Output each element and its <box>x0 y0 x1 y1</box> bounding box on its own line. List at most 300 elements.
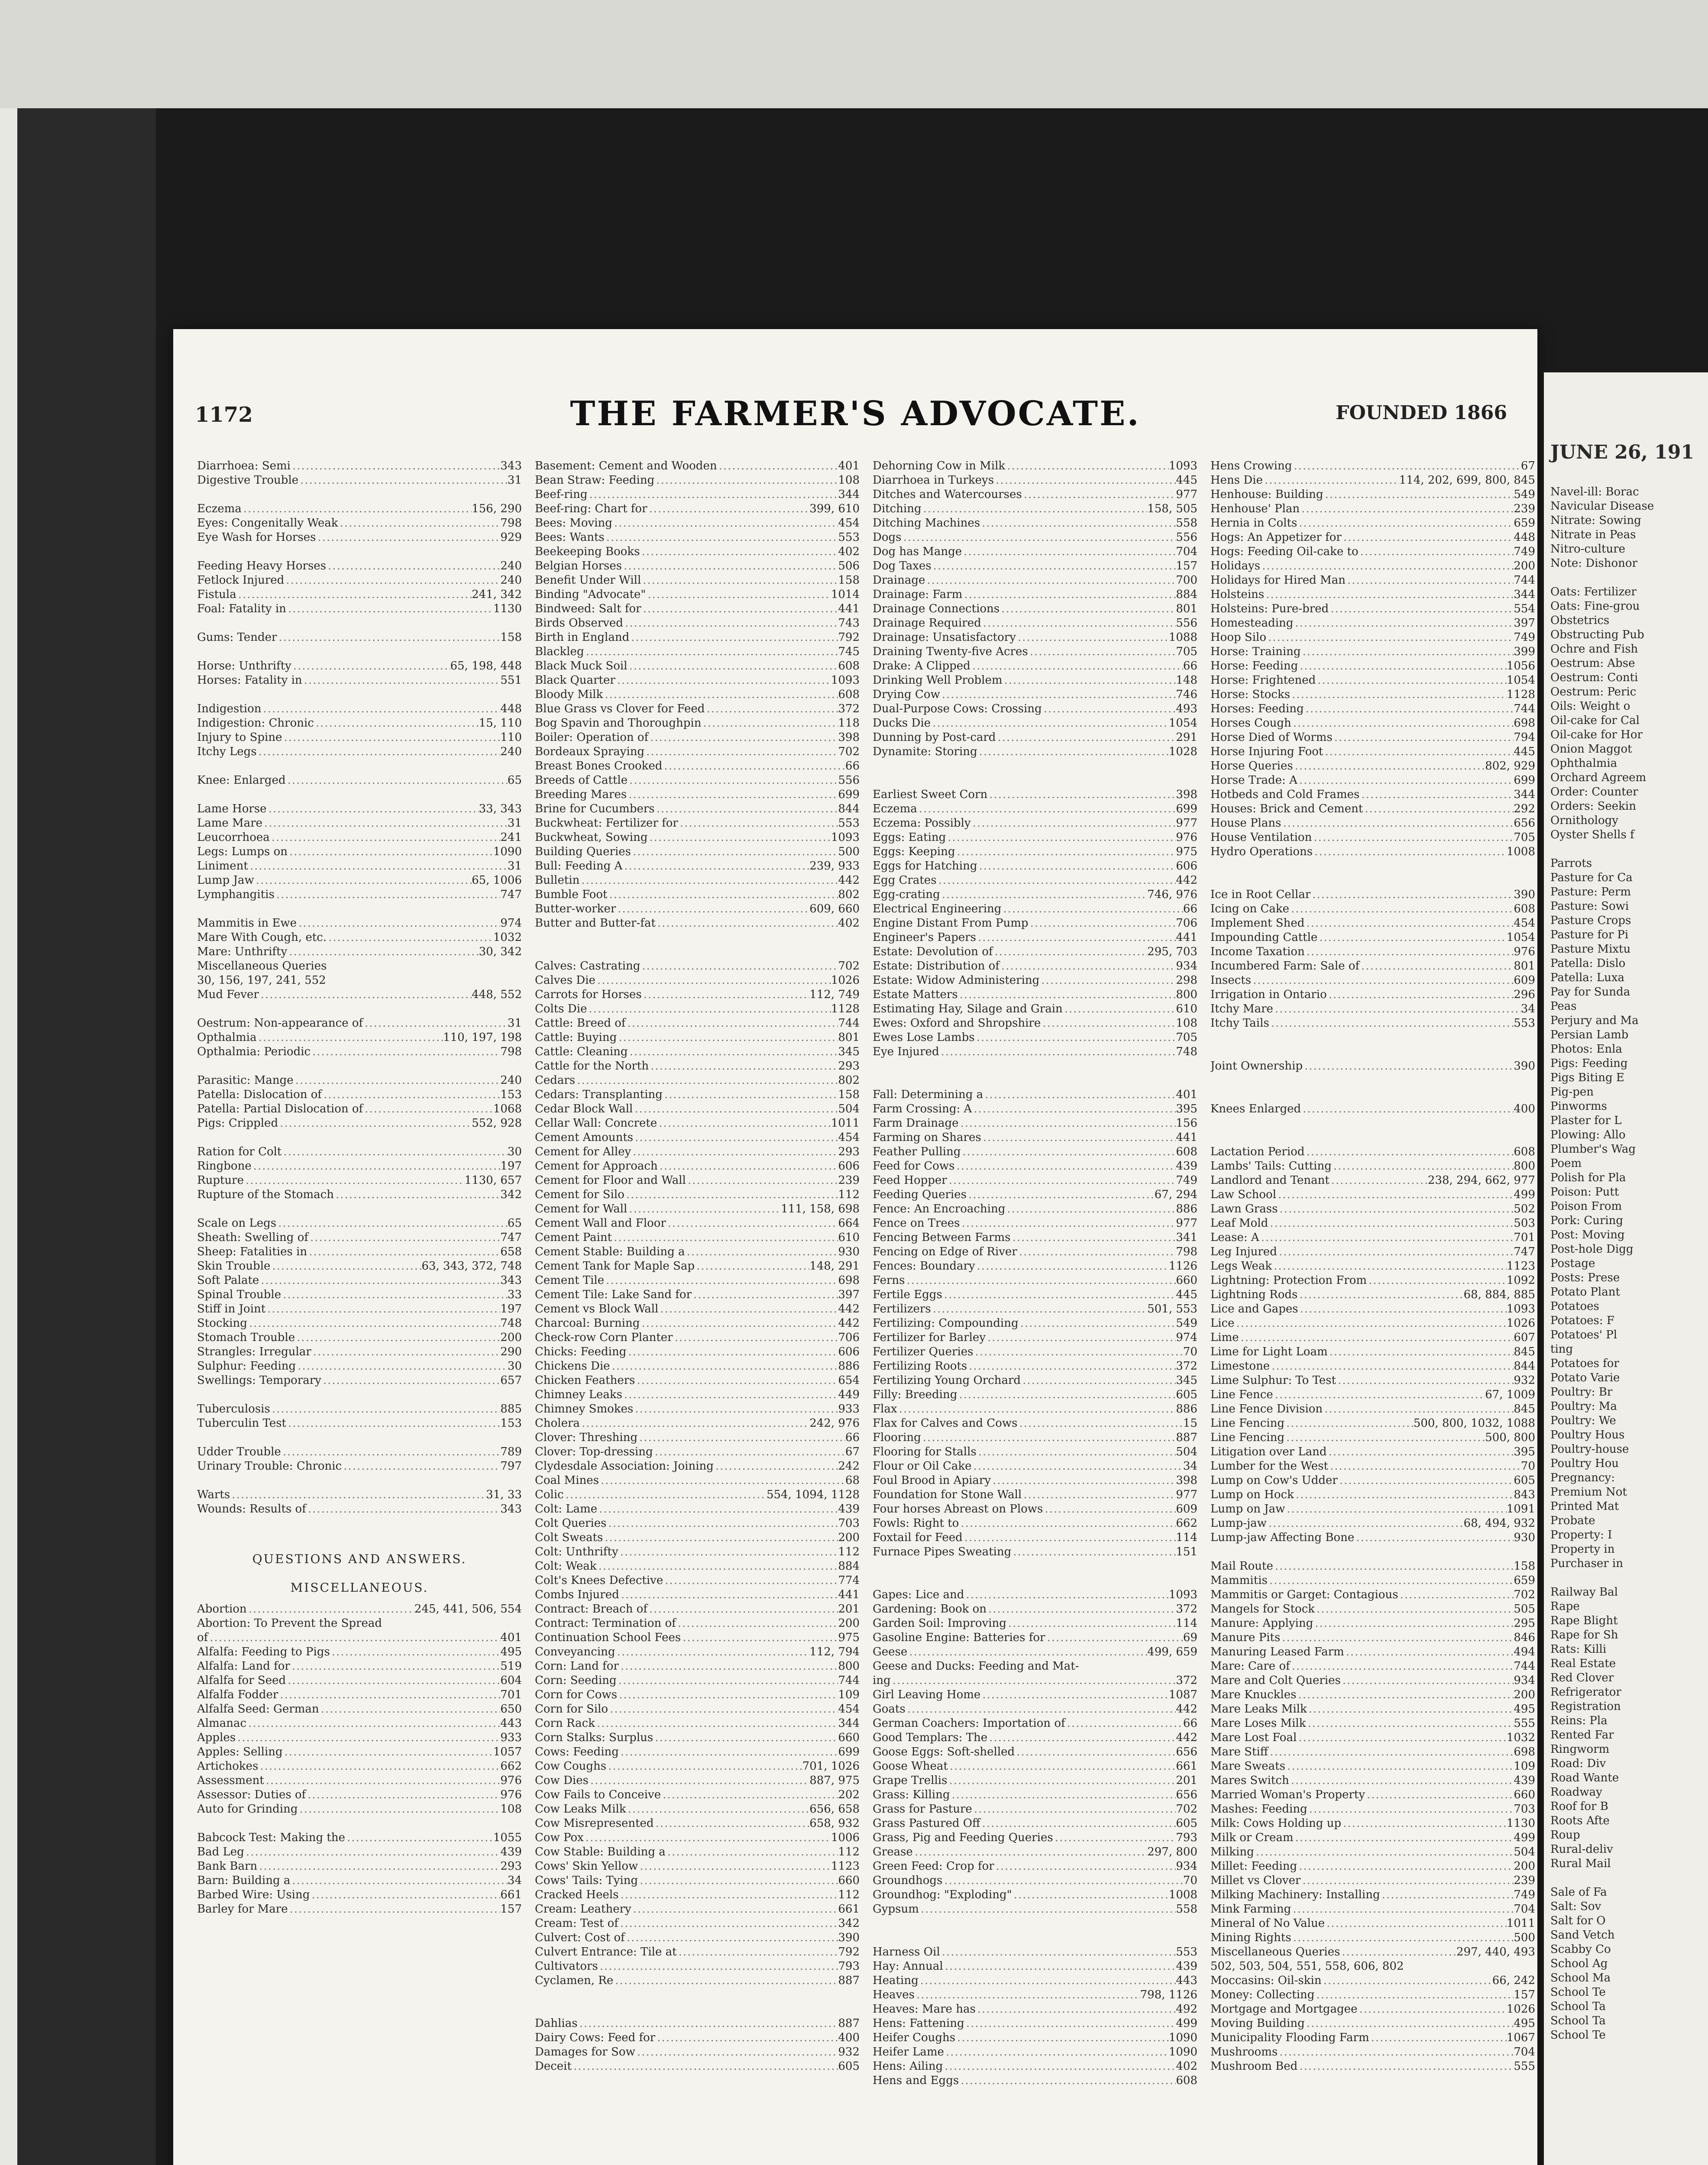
dot-leader <box>676 1616 838 1631</box>
entry-subject: Bloody Milk <box>535 688 603 701</box>
entry-page-refs: 802 <box>838 888 860 901</box>
index-entry <box>535 959 860 973</box>
index-entry <box>197 1173 522 1188</box>
index-entry <box>1210 759 1535 773</box>
entry-page-refs: 114 <box>1176 1617 1197 1630</box>
entry-subject: Eggs: Eating <box>873 831 946 844</box>
entry-subject: Corn for Cows <box>535 1688 618 1701</box>
index-entry <box>1210 1216 1535 1231</box>
dot-leader <box>931 716 1169 730</box>
entry-subject: Parasitic: Mange <box>197 1074 294 1087</box>
index-entry <box>1210 973 1535 988</box>
entry-subject: Engine Distant From Pump <box>873 917 1029 930</box>
entry-page-refs: 70 <box>1520 1460 1535 1473</box>
entry-page-refs: 933 <box>500 1731 522 1744</box>
entry-subject: Fencing on Edge of River <box>873 1245 1017 1258</box>
entry-subject: Cows' Skin Yellow <box>535 1860 638 1873</box>
entry-page-refs: 606 <box>838 1160 860 1173</box>
entry-subject: Holidays <box>1210 559 1261 572</box>
entry-subject: Heifer Coughs <box>873 2031 956 2044</box>
entry-page-refs: 605 <box>838 2060 860 2073</box>
dot-leader <box>248 859 508 873</box>
dot-leader <box>1301 645 1514 659</box>
index-entry <box>535 1245 860 1259</box>
dot-leader <box>342 1459 500 1473</box>
index-entry <box>1210 773 1535 788</box>
entry-page-refs: 292 <box>1514 802 1535 815</box>
facing-index-entry: Salt: Sov <box>1550 1900 1601 1913</box>
index-entry <box>535 1916 860 1931</box>
index-entry <box>197 1288 522 1302</box>
index-entry <box>197 716 522 730</box>
entry-page-refs: 801 <box>1176 602 1197 615</box>
index-entry <box>873 1588 1197 1602</box>
index-entry <box>1210 1559 1535 1574</box>
index-entry <box>873 830 1197 845</box>
entry-page-refs: 503 <box>1514 1217 1535 1230</box>
entry-page-refs: 748 <box>500 1317 522 1330</box>
entry-subject: Limestone <box>1210 1360 1270 1373</box>
index-entry <box>1210 1459 1535 1473</box>
entry-page-refs: 556 <box>1176 531 1197 544</box>
entry-page-refs: 749 <box>1176 1174 1197 1187</box>
dot-leader <box>286 602 493 616</box>
entry-subject: Line Fencing <box>1210 1417 1284 1430</box>
entry-subject: Butter and Butter-fat <box>535 917 656 930</box>
facing-index-entry: Potatoes for <box>1550 1357 1619 1370</box>
entry-page-refs: 554 <box>1514 602 1535 615</box>
entry-page-refs: 659 <box>1514 517 1535 530</box>
entry-page-refs: 606 <box>838 1345 860 1358</box>
entry-subject: Sheath: Swelling of <box>197 1231 308 1244</box>
dot-leader <box>626 1345 838 1359</box>
facing-index-entry: Patella: Dislo <box>1550 957 1626 970</box>
entry-page-refs: 556 <box>838 774 860 787</box>
entry-subject: Millet vs Clover <box>1210 1874 1301 1887</box>
entry-page-refs: 290 <box>500 1345 522 1358</box>
entry-page-refs: 1128 <box>831 1002 860 1015</box>
entry-subject: Beekeeping Books <box>535 545 640 558</box>
index-entry <box>1210 1302 1535 1316</box>
entry-page-refs: 399 <box>1514 645 1535 658</box>
index-entry <box>535 759 860 773</box>
entry-page-refs: 118 <box>838 717 860 730</box>
entry-page-refs: 442 <box>1176 1731 1197 1744</box>
entry-page-refs: 442 <box>1176 874 1197 887</box>
entry-page-refs: 109 <box>1514 1760 1535 1773</box>
entry-page-refs: 661 <box>838 1903 860 1916</box>
entry-page-refs: 240 <box>500 745 522 758</box>
entry-subject: Pigs: Crippled <box>197 1117 278 1130</box>
index-entry <box>535 802 860 816</box>
index-entry <box>873 1331 1197 1345</box>
index-entry <box>1210 1259 1535 1273</box>
dot-leader <box>291 659 450 673</box>
facing-index-entry: Poultry: We <box>1550 1414 1616 1427</box>
entry-subject: Blackleg <box>535 645 584 658</box>
entry-page-refs: 774 <box>838 1574 860 1587</box>
facing-index-entry: Ornithology <box>1550 814 1618 827</box>
facing-index-entry: Rented Far <box>1550 1729 1614 1742</box>
entry-subject: Bad Leg <box>197 1845 244 1858</box>
dot-leader <box>666 1845 838 1859</box>
dot-leader <box>1022 488 1176 502</box>
dot-leader <box>257 1859 500 1874</box>
entry-page-refs: 342 <box>500 1188 522 1201</box>
facing-index-entry: Road: Div <box>1550 1757 1606 1770</box>
entry-subject: Hotbeds and Cold Frames <box>1210 788 1360 801</box>
entry-subject: Fence: An Encroaching <box>873 1202 1006 1215</box>
index-entry <box>197 1459 522 1473</box>
entry-page-refs: 112 <box>838 1545 860 1558</box>
facing-index-entry: Photos: Enla <box>1550 1043 1622 1056</box>
entry-subject: Alfalfa Seed: German <box>197 1703 319 1716</box>
entry-subject: Lump on Hock <box>1210 1488 1294 1501</box>
entry-subject: Rupture of the Stomach <box>197 1188 334 1201</box>
dot-leader <box>944 2045 1169 2059</box>
entry-page-refs: 158 <box>838 1088 860 1101</box>
dot-leader <box>640 545 838 559</box>
index-entry <box>535 1759 860 1774</box>
entry-subject: Damages for Sow <box>535 2045 635 2058</box>
index-entry <box>197 802 522 816</box>
entry-page-refs: 748 <box>1176 1045 1197 1058</box>
dot-leader <box>1312 830 1514 845</box>
index-entry <box>535 1431 860 1445</box>
index-entry <box>197 1674 522 1688</box>
dot-leader <box>1259 1231 1514 1245</box>
entry-subject: Stocking <box>197 1317 247 1330</box>
index-entry <box>873 1788 1197 1802</box>
index-entry <box>1210 2002 1535 2016</box>
entry-subject: Bog Spavin and Thoroughpin <box>535 717 702 730</box>
facing-index-entry: Rats: Killi <box>1550 1643 1607 1656</box>
dot-leader <box>624 1188 838 1202</box>
facing-index-entry: Orders: Seekin <box>1550 800 1636 813</box>
entry-subject: Mink Farming <box>1210 1903 1291 1916</box>
entry-subject: Fences: Boundary <box>873 1260 975 1273</box>
entry-page-refs: 552, 928 <box>472 1117 522 1130</box>
index-entry <box>1210 1416 1535 1431</box>
entry-subject: Diarrhoea in Turkeys <box>873 474 994 487</box>
dot-leader <box>980 516 1176 530</box>
dot-leader <box>1268 1745 1514 1759</box>
entry-subject: Lumber for the West <box>1210 1460 1328 1473</box>
entry-subject: Bank Barn <box>197 1860 258 1873</box>
entry-page-refs: 519 <box>500 1660 522 1673</box>
entry-page-refs: 977 <box>1176 488 1197 501</box>
dot-leader <box>940 688 1176 702</box>
dot-leader <box>628 1045 838 1059</box>
facing-index-entry: Premium Not <box>1550 1486 1627 1499</box>
entry-subject: Fall: Determining a <box>873 1088 983 1101</box>
dot-leader <box>902 530 1176 545</box>
dot-leader <box>276 1216 508 1231</box>
facing-index-entry: Poison: Putt <box>1550 1186 1619 1199</box>
index-entry <box>535 1359 860 1373</box>
dot-leader <box>288 845 493 859</box>
index-entry <box>535 1473 860 1488</box>
entry-subject: Corn: Land for <box>535 1660 619 1673</box>
dot-leader <box>980 1816 1176 1831</box>
dot-leader <box>976 931 1176 945</box>
facing-index-entry: Registration <box>1550 1700 1621 1713</box>
index-entry <box>873 559 1197 573</box>
entry-page-refs: 108 <box>500 1803 522 1816</box>
entry-subject: Assessor: Duties of <box>197 1788 306 1801</box>
dot-leader <box>981 616 1176 630</box>
entry-subject: Incumbered Farm: Sale of <box>1210 960 1360 973</box>
index-entry <box>873 1745 1197 1759</box>
entry-spacer <box>535 1988 860 2002</box>
dot-leader <box>943 1959 1176 1974</box>
entry-subject: Gums: Tender <box>197 631 277 644</box>
entry-spacer <box>1210 873 1535 888</box>
entry-subject: Beef-ring: Chart for <box>535 502 647 515</box>
dot-leader <box>316 530 500 545</box>
dot-leader <box>619 1588 838 1602</box>
facing-index-entry: Poultry: Ma <box>1550 1400 1617 1413</box>
entry-page-refs: 158 <box>838 574 860 587</box>
entry-subject: Cow Fails to Conceive <box>535 1788 661 1801</box>
index-entry <box>873 1388 1197 1402</box>
dot-leader <box>1029 916 1176 931</box>
index-entry <box>1210 1902 1535 1916</box>
facing-page <box>1544 372 1708 2165</box>
entry-page-refs: 400 <box>1514 1102 1535 1115</box>
entry-page-refs: 798, 1126 <box>1140 1988 1197 2001</box>
index-entry <box>535 745 860 759</box>
entry-page-refs: 31 <box>507 860 522 872</box>
facing-index-entry: Plaster for L <box>1550 1114 1622 1127</box>
index-entry <box>873 673 1197 688</box>
entry-page-refs: 1068 <box>493 1102 522 1115</box>
entry-page-refs: 700 <box>1176 574 1197 587</box>
entry-spacer <box>873 1073 1197 1088</box>
entry-subject: Alfalfa: Feeding to Pigs <box>197 1645 330 1658</box>
entry-subject: Goats <box>873 1703 906 1716</box>
entry-page-refs: 976 <box>500 1788 522 1801</box>
dot-leader <box>1000 959 1176 973</box>
dot-leader <box>958 988 1176 1002</box>
index-entry <box>535 1159 860 1173</box>
entry-subject: Electrical Engineering <box>873 902 1002 915</box>
entry-subject: Colt: Weak <box>535 1560 597 1573</box>
entry-page-refs: 1054 <box>1506 931 1535 944</box>
dot-leader <box>1306 1716 1514 1731</box>
entry-subject: Joint Ownership <box>1210 1060 1303 1073</box>
facing-index-entry: Potato Varie <box>1550 1371 1620 1384</box>
entry-page-refs: 549 <box>1514 488 1535 501</box>
dot-leader <box>641 573 838 588</box>
dot-leader <box>296 1359 508 1373</box>
dot-leader <box>1267 1516 1464 1531</box>
entry-page-refs: 656 <box>1176 1788 1197 1801</box>
entry-page-refs: 395 <box>1514 1445 1535 1458</box>
entry-page-refs: 30 <box>507 1360 522 1373</box>
entry-page-refs: 797 <box>500 1460 522 1473</box>
dot-leader <box>619 1888 838 1902</box>
entry-page-refs: 439 <box>1176 1960 1197 1973</box>
facing-index-entry: Posts: Prese <box>1550 1271 1620 1284</box>
entry-page-refs: 442 <box>838 874 860 887</box>
index-entry <box>873 1902 1197 1916</box>
dot-leader <box>1293 1831 1514 1845</box>
entry-page-refs: 492 <box>1176 2003 1197 2016</box>
dot-leader <box>307 1245 500 1259</box>
index-entry <box>1210 1373 1535 1388</box>
index-entry <box>873 1445 1197 1459</box>
dot-leader <box>640 959 838 973</box>
entry-subject: Contract: Termination of <box>535 1617 676 1630</box>
index-entry <box>1210 1159 1535 1173</box>
entry-page-refs: 793 <box>838 1960 860 1973</box>
entry-page-refs: 344 <box>838 488 860 501</box>
dot-leader <box>1021 1373 1176 1388</box>
index-entry <box>1210 945 1535 959</box>
index-entry <box>1210 716 1535 730</box>
index-entry <box>873 745 1197 759</box>
dot-leader <box>980 1688 1169 1702</box>
index-entry <box>535 1016 860 1031</box>
entry-subject: Foundation for Stone Wall <box>873 1488 1022 1501</box>
entry-subject: Groundhogs <box>873 1874 943 1887</box>
entry-subject: Barley for Mare <box>197 1903 288 1916</box>
entry-page-refs: 1093 <box>1168 1588 1197 1601</box>
index-entry <box>535 1345 860 1359</box>
index-entry <box>873 659 1197 673</box>
entry-page-refs: 1032 <box>1506 1731 1535 1744</box>
index-entry <box>197 1845 522 1859</box>
entry-subject: Heaves <box>873 1988 915 2001</box>
entry-subject: Cream: Test of <box>535 1917 618 1930</box>
index-entry <box>535 1788 860 1802</box>
dot-leader <box>1354 1531 1514 1545</box>
entry-subject: Lactation Period <box>1210 1145 1305 1158</box>
dot-leader <box>961 1145 1176 1159</box>
index-entry <box>873 1231 1197 1245</box>
entry-subject: Fertilizing Young Orchard <box>873 1374 1021 1387</box>
index-entry <box>535 1373 860 1388</box>
entry-subject: Cows' Tails: Tying <box>535 1874 638 1887</box>
entry-spacer <box>1210 1031 1535 1045</box>
entry-page-refs: 239 <box>838 1174 860 1187</box>
dot-leader <box>640 1316 838 1331</box>
dot-leader <box>1291 716 1514 730</box>
entry-page-refs: 372 <box>1176 1603 1197 1616</box>
index-entry <box>873 1859 1197 1874</box>
dot-leader <box>619 1745 838 1759</box>
entry-subject: Estate Matters <box>873 988 958 1001</box>
entry-page-refs: 31 <box>507 1017 522 1030</box>
dot-leader <box>605 530 838 545</box>
entry-subject: Flooring for Stalls <box>873 1445 977 1458</box>
entry-page-refs: 551 <box>500 674 522 687</box>
index-entry <box>1210 1288 1535 1302</box>
dot-leader <box>987 788 1176 802</box>
dot-leader <box>1307 1702 1514 1716</box>
dot-leader <box>1305 2016 1514 2031</box>
dot-leader <box>940 1945 1176 1959</box>
entry-subject: Impounding Cattle <box>1210 931 1318 944</box>
index-entry <box>1210 1316 1535 1331</box>
entry-page-refs: 610 <box>1176 1002 1197 1015</box>
dot-leader <box>673 1331 838 1345</box>
dot-leader <box>595 973 831 988</box>
entry-subject: Lump-jaw <box>1210 1517 1267 1530</box>
index-entry <box>873 988 1197 1002</box>
entry-page-refs: 390 <box>838 1931 860 1944</box>
dot-leader <box>1313 1616 1514 1631</box>
entry-subject: Manuring Leased Farm <box>1210 1645 1344 1658</box>
facing-index-entry: School Ta <box>1550 2000 1606 2013</box>
dot-leader <box>287 945 479 959</box>
entry-page-refs: 844 <box>1514 1360 1535 1373</box>
entry-spacer <box>197 759 522 773</box>
index-entry <box>1210 1688 1535 1702</box>
entry-page-refs: 66 <box>845 1431 860 1444</box>
entry-page-refs: 200 <box>500 1331 522 1344</box>
index-entry <box>1210 688 1535 702</box>
index-entry <box>1210 1273 1535 1288</box>
entry-subject: Fencing Between Farms <box>873 1231 1011 1244</box>
entry-page-refs: 702 <box>838 960 860 973</box>
facing-index-list <box>1550 485 1694 2042</box>
dot-leader <box>655 2031 838 2045</box>
entry-subject: Colt: Lame <box>535 1503 598 1516</box>
entry-page-refs: 445 <box>1176 1288 1197 1301</box>
index-entry <box>1210 1674 1535 1688</box>
dot-leader <box>1028 645 1176 659</box>
facing-index-entry: Parrots <box>1550 857 1592 870</box>
entry-subject: Grass Pastured Off <box>873 1817 980 1830</box>
dot-leader <box>957 1388 1176 1402</box>
entry-subject: Cement Tile: Lake Sand for <box>535 1288 692 1301</box>
entry-spacer <box>197 788 522 802</box>
dot-leader <box>658 1302 838 1316</box>
dot-leader <box>653 1445 845 1459</box>
entry-page-refs: 658, 932 <box>809 1817 860 1830</box>
index-entry <box>535 1731 860 1745</box>
entry-subject: Feather Pulling <box>873 1145 961 1158</box>
entry-subject: Draining Twenty-five Acres <box>873 645 1028 658</box>
index-entry <box>873 702 1197 716</box>
index-entry <box>873 845 1197 859</box>
dot-leader <box>618 1916 838 1931</box>
index-entry <box>197 973 522 988</box>
entry-page-refs: 656 <box>1514 817 1535 830</box>
entry-subject: Landlord and Tenant <box>1210 1174 1330 1187</box>
entry-page-refs: 66 <box>845 759 860 772</box>
dot-leader <box>937 873 1176 888</box>
dot-leader <box>1284 1416 1414 1431</box>
index-entry <box>1210 488 1535 502</box>
index-entry <box>535 702 860 716</box>
dot-leader <box>1323 488 1514 502</box>
index-entry <box>1210 1974 1535 1988</box>
dot-leader <box>939 1045 1176 1059</box>
entry-page-refs: 441 <box>838 1588 860 1601</box>
dot-leader <box>955 2031 1169 2045</box>
dot-leader <box>298 473 508 488</box>
entry-page-refs: 153 <box>500 1417 522 1430</box>
index-entry <box>1210 1445 1535 1459</box>
index-entry <box>197 473 522 488</box>
index-entry <box>873 873 1197 888</box>
facing-index-entry: Pig-pen <box>1550 1086 1594 1099</box>
entry-page-refs: 240 <box>500 559 522 572</box>
entry-subject: Chicken Feathers <box>535 1374 635 1387</box>
